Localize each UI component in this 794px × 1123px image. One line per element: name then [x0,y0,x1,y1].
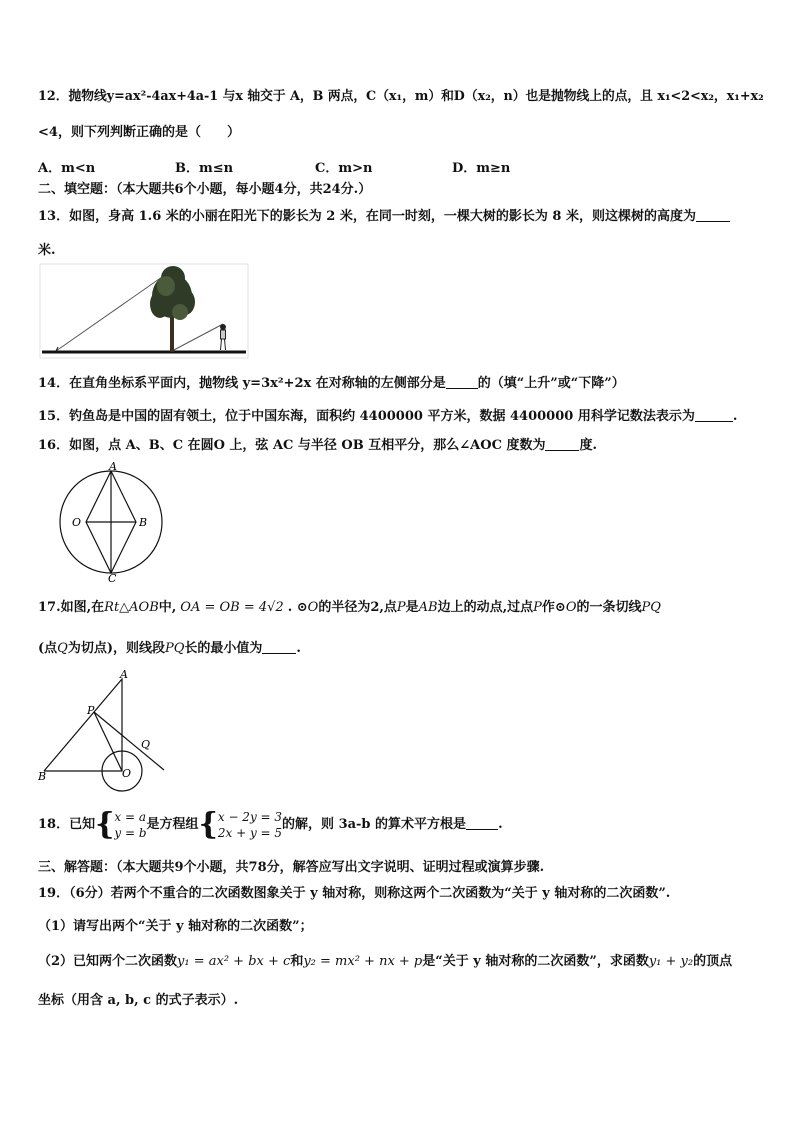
sun-ray-girl [172,324,223,351]
label-b: B [38,770,47,783]
left-brace-1: { [95,806,115,842]
q15-text-after: . [732,409,738,424]
label-q: Q [141,738,151,751]
q13-figure-frame [40,264,248,358]
q19-sub1: （1）请写出两个“关于 y 轴对称的二次函数”； [38,919,313,934]
q17-line1: 17.如图,在Rt△AOB中, OA = OB = 4√2 . ⊙O的半径为2,点P是AB边上的动点,过点P作⊙O的一条切线PQ [38,600,661,615]
q13-text: 13．如图，身高 1.6 米的小丽在阳光下的影长为 2 米，在同一时刻，一棵大树的影长为 8 米，则这棵树的高度为 [38,209,696,224]
q15-line [38,408,737,426]
segment-po [94,712,122,771]
girl-icon [221,325,226,351]
q17-answer-blank[interactable] [262,641,296,654]
label-o: O [72,516,82,529]
q17-figure [36,668,176,783]
q12-option-b: B．m≤n [175,161,234,176]
q13-line2: 米. [38,243,56,258]
q16-line [38,437,597,455]
q14-text-before: 14．在直角坐标系平面内，抛物线 y=3x²+2x 在对称轴的左侧部分是 [38,376,446,391]
system-2: x − 2y = 3 2x + y = 5 [217,809,283,840]
q16-text-after: 度. [579,438,597,453]
q13-figure [40,264,250,359]
q19-sub2: （2）已知两个二次函数y₁ = ax² + bx + c和y₂ = mx² + nx + p是“关于 y 轴对称的二次函数”，求函数y₁ + y₂的顶点 [38,954,733,969]
label-b: B [139,516,148,529]
label-p: P [87,704,95,717]
label-a: A [120,668,128,681]
tree-icon [150,266,195,320]
section3-heading: 三、解答题：（本大题共9个小题，共78分，解答应写出文字说明、证明过程或演算步骤. [38,860,545,875]
q17-equation: OA = OB = 4√2 [180,600,284,615]
q13-line1 [38,208,730,226]
q15-text-before: 15．钓鱼岛是中国的固有领土，位于中国东海，面积约 4400000 平方米，数据 4400000 用科学记数法表示为 [38,409,695,424]
label-a: A [109,460,117,473]
q16-figure [36,460,196,585]
q18-line: 18．已知{x = a y = b是方程组{x − 2y = 3 2x + y = 5的解，则 3a-b 的算术平方根是 . [38,806,503,842]
q12-line1: 12．抛物线y=ax²-4ax+4a-1 与x 轴交于 A，B 两点，C（x₁，m）和D（x₂，n）也是抛物线上的点，且 x₁<2<x₂，x₁+x₂ [38,89,764,104]
q16-answer-blank[interactable] [545,438,579,451]
q14-line [38,375,625,393]
q13-answer-blank[interactable] [696,209,730,222]
q14-answer-blank[interactable] [446,376,478,389]
q19-line1: 19．（6分）若两个不重合的二次函数图象关于 y 轴对称，则称这两个二次函数为“关于 y 轴对称的二次函数”. [38,886,671,901]
left-brace-2: { [198,806,218,842]
q15-answer-blank[interactable] [695,409,733,422]
section2-heading: 二、填空题：（本大题共6个小题，每小题4分，共24分.） [38,182,372,197]
q12-option-a: A．m<n [38,161,96,176]
q17-line2: (点Q为切点)，则线段PQ长的最小值为 . [38,641,301,656]
q19-line3: 坐标（用含 a, b, c 的式子表示）. [38,993,239,1008]
label-o: O [122,767,132,780]
system-1: x = a y = b [114,809,147,840]
tree-trunk [170,314,174,352]
q18-answer-blank[interactable] [466,817,498,830]
q16-text-before: 16．如图，点 A、B、C 在圆O 上，弦 AC 与半径 OB 互相平分，那么∠AOC 度数为 [38,438,546,453]
q14-text-after: 的（填“上升”或“下降”） [477,376,625,391]
q12-line2: <4，则下列判断正确的是（ ） [38,125,240,140]
q12-option-d: D．m≥n [452,161,511,176]
q12-option-c: C．m>n [315,161,373,176]
label-c: C [108,572,117,585]
